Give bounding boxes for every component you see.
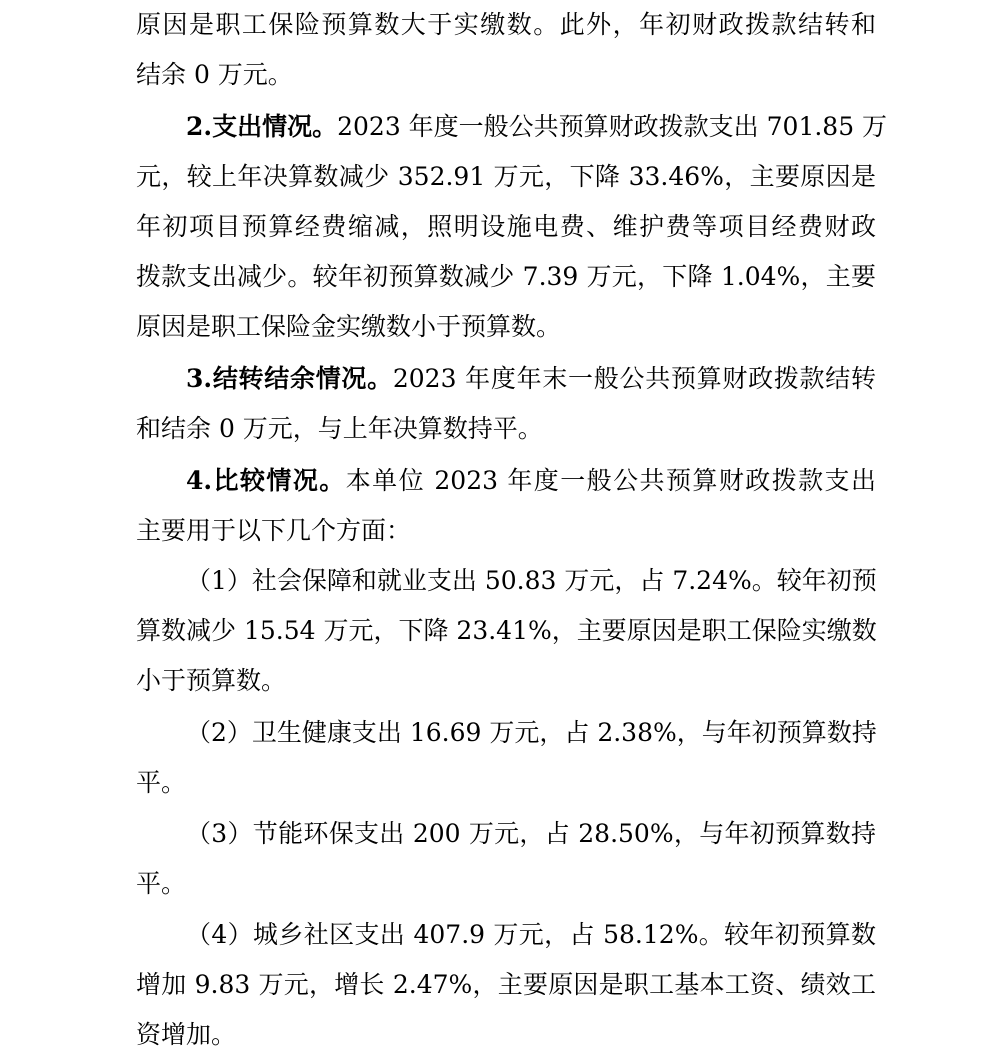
paragraph-line: 主要用于以下几个方面： [136,516,412,545]
list-item-2-line: （2）卫生健康支出 16.69 万元，占 2.38%，与年初预算数持 [186,718,877,747]
list-item-4-line: 资增加。 [136,1020,237,1049]
section-3-heading: 3.结转结余情况。 [186,364,393,393]
list-item-1-line: 算数减少 15.54 万元，下降 23.41%，主要原因是职工保险实缴数 [136,616,877,645]
list-item-4-line: （4）城乡社区支出 407.9 万元，占 58.12%。较年初预算数 [186,920,876,949]
list-item-2-line: 平。 [136,768,187,797]
section-3-first-line [186,362,876,396]
paragraph-line: 元，较上年决算数减少 352.91 万元，下降 33.46%，主要原因是 [136,162,876,191]
list-item-1-line: 小于预算数。 [136,666,287,695]
paragraph-line: 拨款支出减少。较年初预算数减少 7.39 万元，下降 1.04%，主要 [136,262,876,291]
list-item-4-line: 增加 9.83 万元，增长 2.47%，主要原因是职工基本工资、绩效工 [136,970,876,999]
paragraph-line: 年初项目预算经费缩减，照明设施电费、维护费等项目经费财政 [136,212,876,241]
paragraph-text: 本单位 2023 年度一般公共预算财政拨款支出 [345,466,876,495]
section-4-heading: 4.比较情况。 [186,466,346,495]
paragraph-line: 原因是职工保险预算数大于实缴数。此外，年初财政拨款结转和 [136,10,876,39]
paragraph-line: 原因是职工保险金实缴数小于预算数。 [136,312,562,341]
list-item-1-line: （1）社会保障和就业支出 50.83 万元，占 7.24%。较年初预 [186,566,877,595]
list-item-3-line: 平。 [136,869,187,898]
section-2-first-line [186,110,888,144]
paragraph-line: 结余 0 万元。 [136,60,293,89]
paragraph-text: 2023 年度一般公共预算财政拨款支出 701.85 万 [337,112,888,141]
paragraph-line: 和结余 0 万元，与上年决算数持平。 [136,414,543,443]
paragraph-text: 2023 年度年末一般公共预算财政拨款结转 [392,364,876,393]
section-4-first-line [186,464,876,498]
list-item-3-line: （3）节能环保支出 200 万元，占 28.50%，与年初预算数持 [186,819,876,848]
section-2-heading: 2.支出情况。 [186,112,338,141]
